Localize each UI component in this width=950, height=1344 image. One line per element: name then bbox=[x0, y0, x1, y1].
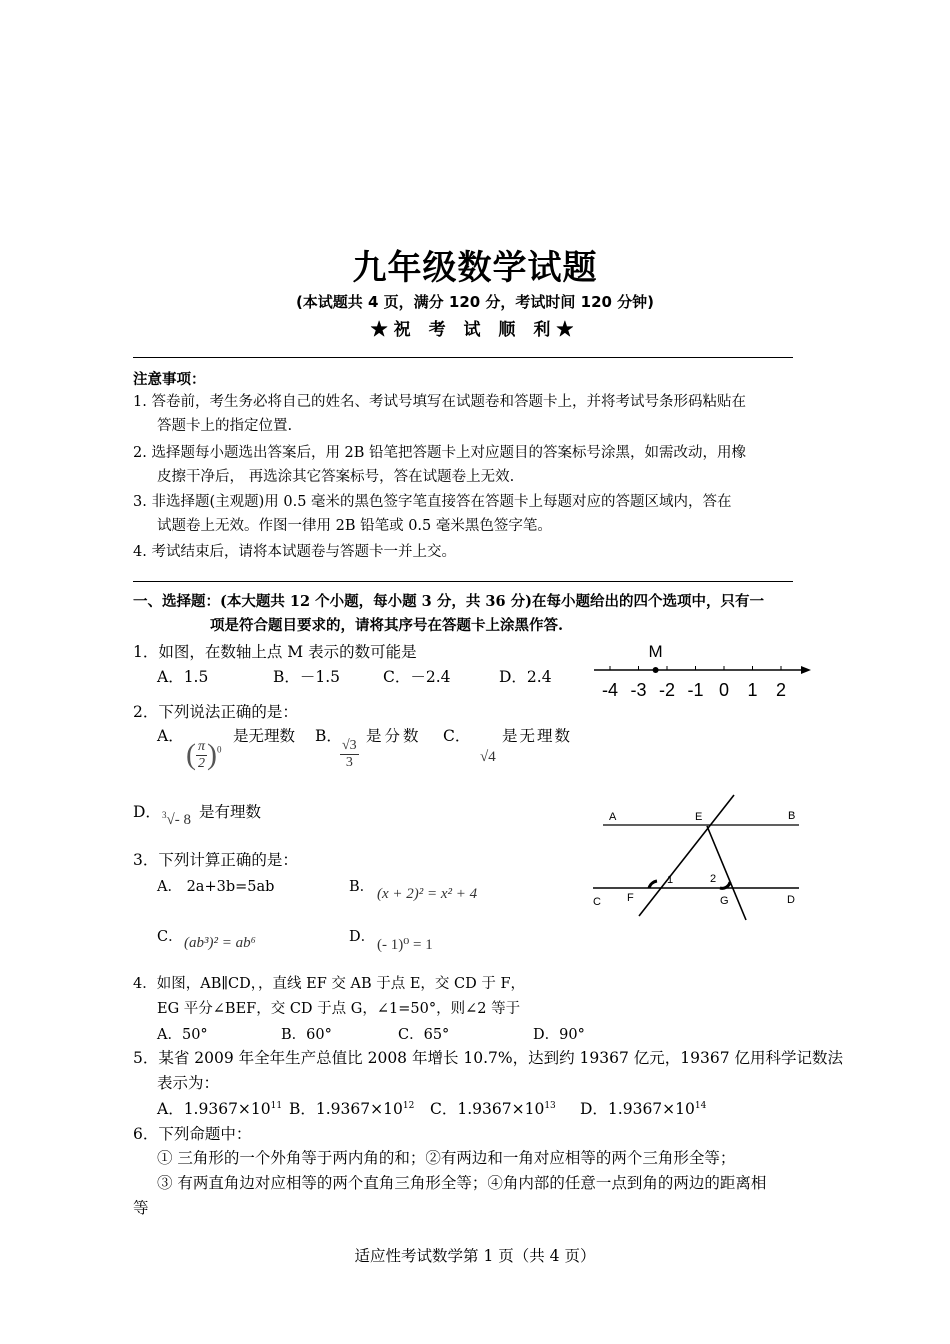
q2-option-c-text: 是无理数 bbox=[502, 727, 573, 745]
notice-item-4: 4. 考试结束后，请将本试题卷与答题卡一并上交。 bbox=[133, 544, 456, 560]
q2-option-a-expr: ( $\frac{\pi}{2}$ )$^0$ bbox=[186, 738, 222, 771]
q5-option-d: D．$1.9367\times 10^{14}$ bbox=[580, 1100, 707, 1118]
number-line-tick-label: -4 bbox=[601, 680, 619, 700]
page-footer: 适应性考试数学第 1 页（共 4 页） bbox=[354, 1247, 596, 1265]
q3-option-c-expr: (ab³)² = ab⁶ bbox=[184, 935, 256, 951]
label-angle-2: 2 bbox=[710, 873, 717, 885]
q2-option-b-expr: $\frac{√3}{3}$ bbox=[342, 738, 357, 770]
q4-line2: EG 平分∠BEF，交 CD 于点 G，∠1=50°，则∠2 等于 bbox=[157, 1001, 521, 1017]
point-m-label: M bbox=[648, 642, 663, 661]
q1-option-b: B．－1.5 bbox=[273, 668, 341, 686]
q2-option-d-label: D． bbox=[133, 803, 161, 821]
number-line-tick-label: -3 bbox=[630, 680, 647, 700]
q3-option-d-label: D． bbox=[349, 929, 376, 945]
angle-1-arc bbox=[649, 881, 657, 888]
q2-option-c-expr: √4 bbox=[480, 749, 496, 765]
q4-option-a: A．50° bbox=[157, 1027, 208, 1043]
notice-item-1-cont: 答题卡上的指定位置. bbox=[157, 418, 293, 434]
q1-stem: 1．如图，在数轴上点 M 表示的数可能是 bbox=[133, 643, 417, 661]
label-d: D bbox=[787, 894, 795, 906]
q5-option-b: B．$1.9367\times 10^{12}$ bbox=[289, 1100, 415, 1118]
number-line-tick-label: -1 bbox=[687, 680, 704, 700]
number-line-tick-label: -2 bbox=[658, 680, 676, 700]
q3-option-c-label: C． bbox=[157, 929, 183, 945]
notice-item-2-cont: 皮擦干净后， 再选涂其它答案标号，答在试题卷上无效. bbox=[157, 469, 515, 485]
q4-option-d: D．90° bbox=[533, 1027, 585, 1043]
q1-option-d: D．2.4 bbox=[499, 668, 552, 686]
q6-stem: 6．下列命题中： bbox=[133, 1125, 252, 1143]
q4-option-b: B．60° bbox=[281, 1027, 332, 1043]
number-line-arrow-icon bbox=[801, 666, 811, 674]
notice-item-3-cont: 试题卷上无效。作图一律用 2B 铅笔或 0.5 毫米黑色签字笔。 bbox=[157, 518, 552, 534]
exam-info: (本试题共 4 页，满分 120 分，考试时间 120 分钟) bbox=[295, 293, 655, 311]
q4-line1: 4．如图，AB∥CD，，直线 EF 交 AB 于点 E，交 CD 于 F， bbox=[133, 976, 526, 992]
q2-stem: 2．下列说法正确的是： bbox=[133, 703, 298, 721]
q2-option-b-text: 是分数 bbox=[366, 727, 422, 745]
number-line-tick-label: 1 bbox=[747, 680, 758, 700]
q5-line1: 5．某省 2009 年全年生产总值比 2008 年增长 10.7%，达到约 19367 亿元，19367 亿用科学记数法 bbox=[133, 1049, 844, 1067]
point-m-dot bbox=[653, 667, 659, 673]
q2-option-d-text: 是有理数 bbox=[199, 803, 262, 821]
q3-stem: 3．下列计算正确的是： bbox=[133, 851, 298, 869]
q5-option-c: C．$1.9367\times 10^{13}$ bbox=[430, 1100, 556, 1118]
number-line-figure bbox=[590, 640, 815, 702]
header-divider bbox=[133, 357, 793, 358]
notice-item-2: 2. 选择题每小题选出答案后，用 2B 铅笔把答题卡上对应题目的答案标号涂黑，如需改动，用橡 bbox=[133, 445, 747, 461]
section1-heading-cont: 项是符合题目要求的，请将其序号在答题卡上涂黑作答. bbox=[210, 617, 564, 634]
label-f: F bbox=[627, 892, 634, 904]
q6-line2: ③ 有两直角边对应相等的两个直角三角形全等；④角内部的任意一点到角的两边的距离相 bbox=[157, 1174, 767, 1192]
q2-option-a-label: A． bbox=[157, 727, 184, 745]
q1-option-c: C．－2.4 bbox=[383, 668, 451, 686]
q3-option-b-label: B． bbox=[349, 879, 375, 895]
q3-option-d-expr: (- 1)⁰ = 1 bbox=[377, 937, 433, 953]
page-title: 九年级数学试题 bbox=[352, 248, 598, 288]
q1-option-a: A．1.5 bbox=[157, 668, 209, 686]
number-line-tick-label: 2 bbox=[775, 680, 787, 700]
label-e: E bbox=[695, 811, 703, 823]
angle-2-arc bbox=[720, 882, 730, 888]
section1-heading: 一、选择题：(本大题共 12 个小题，每小题 3 分，共 36 分)在每小题给出的四个选项中，只有一 bbox=[133, 593, 764, 610]
number-line-tick-label: 0 bbox=[718, 680, 730, 700]
q2-option-c-label: C． bbox=[443, 727, 471, 745]
q3-option-a: A． 2a+3b=5ab bbox=[157, 879, 275, 895]
q5-option-a: A．$1.9367\times 10^{11}$ bbox=[157, 1100, 283, 1118]
q6-line1: ① 三角形的一个外角等于两内角的和；②有两边和一角对应相等的两个三角形全等； bbox=[157, 1149, 736, 1167]
parallel-lines-figure bbox=[585, 790, 810, 925]
good-luck-banner: ★祝 考 试 顺 利★ bbox=[370, 320, 580, 340]
notice-item-1: 1. 答卷前，考生务必将自己的姓名、考试号填写在试题卷和答题卡上，并将考试号条形码粘贴在 bbox=[133, 394, 746, 410]
label-a: A bbox=[609, 811, 617, 823]
q5-line2: 表示为： bbox=[157, 1074, 220, 1092]
label-angle-1: 1 bbox=[667, 874, 674, 886]
notice-divider bbox=[133, 581, 793, 582]
q4-option-c: C．65° bbox=[398, 1027, 450, 1043]
label-g: G bbox=[720, 895, 729, 907]
notice-item-3: 3. 非选择题(主观题)用 0.5 毫米的黑色签字笔直接答在答题卡上每题对应的答题区域内，答在 bbox=[133, 494, 732, 510]
q2-option-a-text: 是无理数 bbox=[233, 727, 296, 745]
q3-option-b-expr: (x + 2)² = x² + 4 bbox=[377, 886, 478, 902]
q6-line3: 等 bbox=[133, 1199, 149, 1217]
label-b: B bbox=[788, 810, 796, 822]
q2-option-b-label: B． bbox=[315, 727, 342, 745]
q2-option-d-expr: $^3$√- 8 bbox=[162, 810, 191, 828]
notice-heading: 注意事项： bbox=[133, 371, 206, 388]
label-c: C bbox=[593, 896, 601, 908]
